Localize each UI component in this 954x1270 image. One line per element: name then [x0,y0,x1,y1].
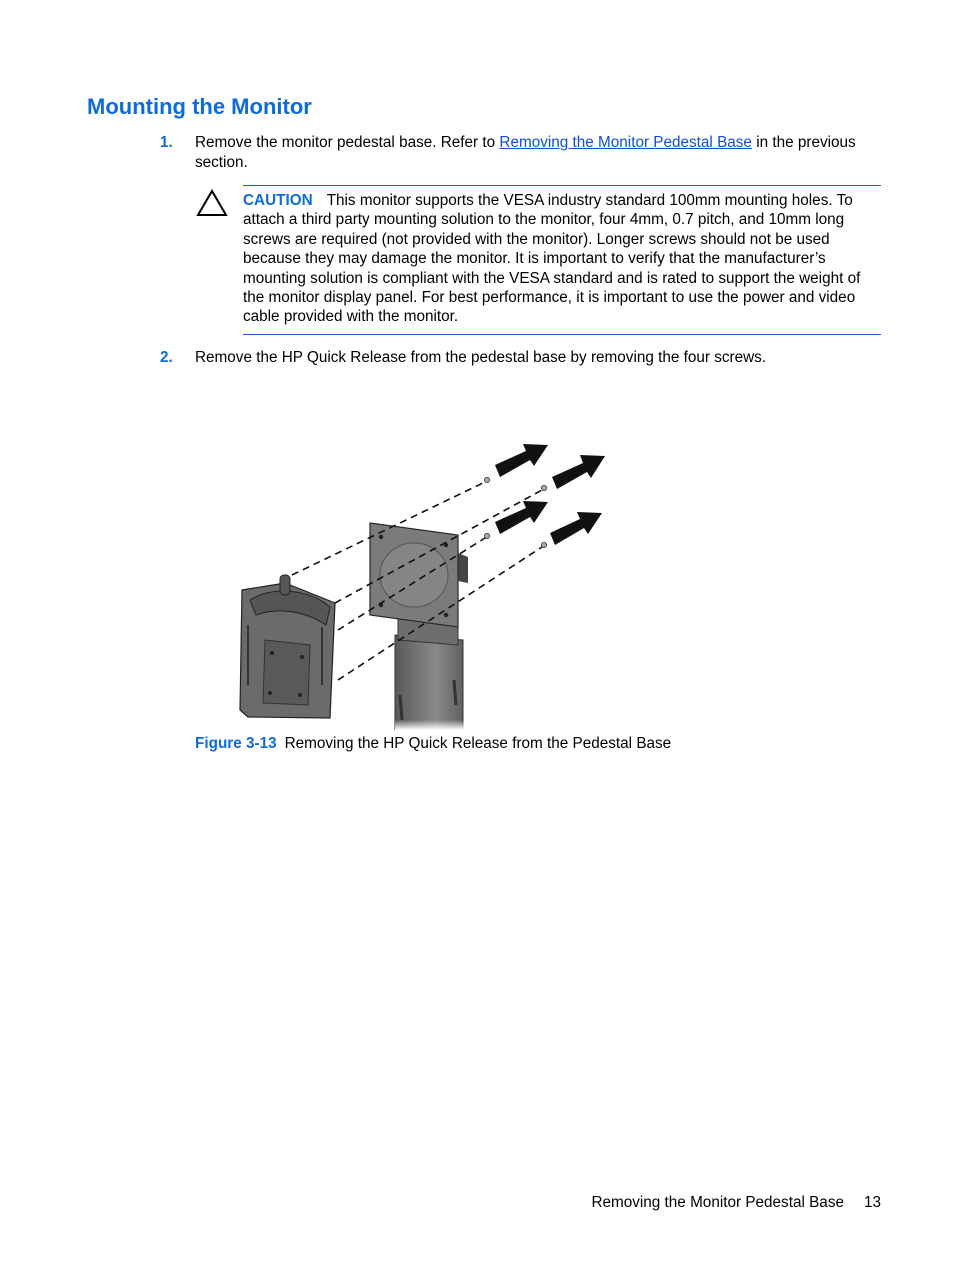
figure-caption-text: Removing the HP Quick Release from the Pedestal Base [284,735,672,752]
footer-section-title: Removing the Monitor Pedestal Base [591,1194,844,1211]
step-text: Remove the HP Quick Release from the pedestal base by removing the four screws. [195,349,767,366]
step-number: 1. [160,134,173,151]
caution-note [243,185,881,335]
step-text-part: Remove the monitor pedestal base. Refer to [195,134,500,151]
step-text-part: in the previous section. [195,134,856,171]
page-footer [591,1193,881,1212]
quick-release-illustration [230,435,630,735]
warning-triangle-icon [196,189,228,222]
caution-text: This monitor supports the VESA industry standard 100mm mounting holes. To attach a third party mounting solution to the monitor, four 4mm, 0.7 pitch, and 10mm long screws are required (not provided with the monitor). Longer screws should not be used because they may damage the monitor. It is important to verify that the manufacturer’s mounting solution is compliant with the VESA standard and is rated to support the weight of the monitor display panel. For best performance, it is important to use the power and video cable provided with the monitor. [243,192,861,326]
step-number: 2. [160,349,173,366]
caution-label: CAUTION [243,192,313,209]
page-title: Mounting the Monitor [87,94,312,119]
figure-caption [195,734,671,753]
step-1 [160,133,882,172]
figure-label: Figure 3-13 [195,735,277,752]
step-2 [160,348,882,368]
page-number: 13 [863,1194,881,1211]
step-text [195,133,882,172]
pedestal-base-link[interactable]: Removing the Monitor Pedestal Base [499,134,752,151]
